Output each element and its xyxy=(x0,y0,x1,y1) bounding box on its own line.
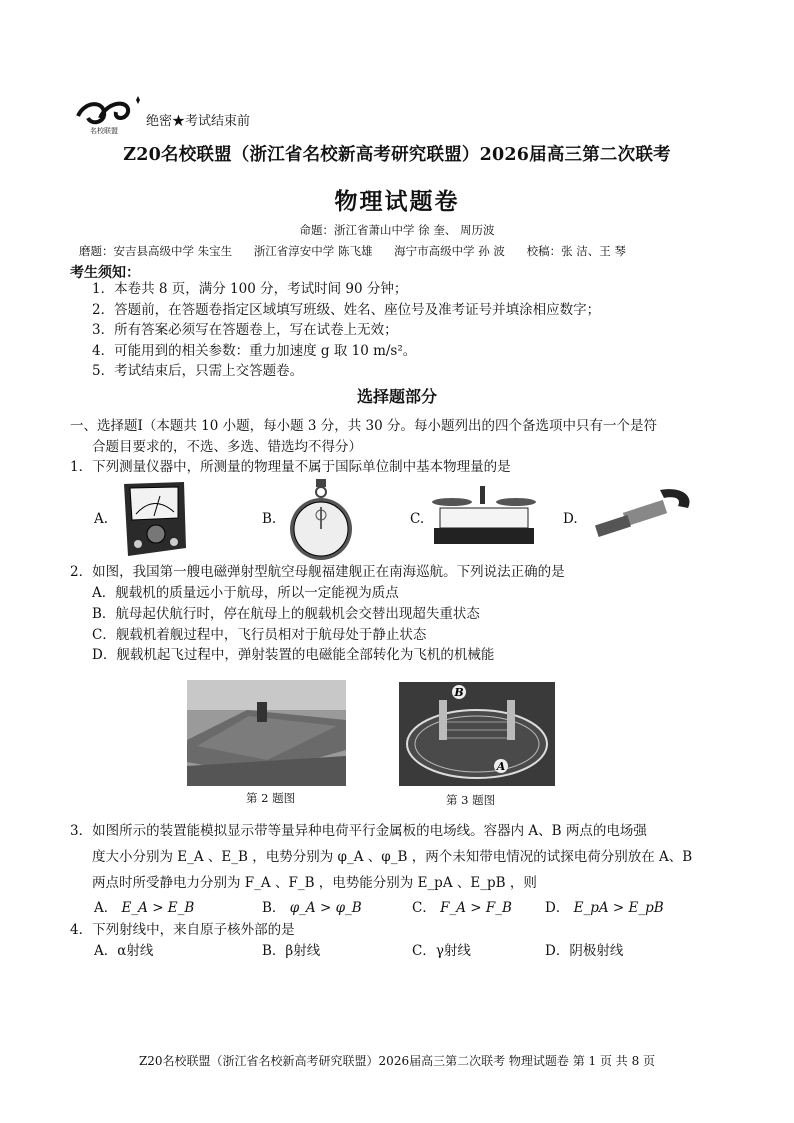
q3-option-label: A． xyxy=(94,900,118,916)
question-2-stem: 2．如图，我国第一艘电磁弹射型航空母舰福建舰正在南海巡航。下列说法正确的是 xyxy=(70,564,565,580)
notice-item: 3．所有答案必须写在答题卷上，写在试卷上无效； xyxy=(92,322,398,338)
q3-option-expr: φ_A > φ_B xyxy=(289,900,362,916)
q1-option-a: A. xyxy=(94,511,109,527)
q3-option-label: C． xyxy=(412,900,436,916)
q3-line: 两点时所受静电力分别为 F_A 、F_B ，电势能分别为 E_pA 、E_pB ，则 xyxy=(92,875,537,891)
q3-line: 3．如图所示的装置能模拟显示带等量异种电荷平行金属板的电场线。容器内 A、B 两点的电场强 xyxy=(70,823,647,839)
q2-options xyxy=(92,583,494,666)
electric-field-apparatus-photo xyxy=(399,682,555,786)
reviewer-3: 海宁市高级中学 孙 波 xyxy=(394,244,505,258)
aircraft-carrier-photo xyxy=(187,680,346,786)
q3-option-c xyxy=(412,896,512,916)
q3-line: 度大小分别为 E_A 、E_B ，电势分别为 φ_A 、φ_B ，两个未知带电情况的试探电荷分别放在 A、B xyxy=(92,849,693,865)
q1-option-c: C. xyxy=(410,511,425,527)
notice-item: 5．考试结束后，只需上交答题卷。 xyxy=(92,363,304,379)
question-1-stem: 1．下列测量仪器中，所测量的物理量不属于国际单位制中基本物理量的是 xyxy=(70,459,511,475)
q2-option-a: A．舰载机的质量远小于航母，所以一定能视为质点 xyxy=(92,585,399,601)
notice-list xyxy=(92,279,600,382)
q3-option-b xyxy=(262,896,362,916)
svg-text:名校联盟: 名校联盟 xyxy=(90,127,118,135)
author-line: 命题：浙江省萧山中学 徐 奎、 周历波 xyxy=(299,223,495,237)
question-3-stem xyxy=(70,818,730,896)
stopwatch-image xyxy=(286,479,356,563)
q3-option-expr: F_A > F_B xyxy=(440,900,512,916)
notice-item: 1．本卷共 8 页，满分 100 分，考试时间 90 分钟； xyxy=(92,281,408,297)
q3-option-label: B． xyxy=(262,900,286,916)
notice-item: 4．可能用到的相关参数：重力加速度 g 取 10 m/s²。 xyxy=(92,342,417,359)
paper-title: 物理试题卷 xyxy=(334,188,460,215)
part1-line: 合题目要求的，不选、多选、错选均不得分） xyxy=(92,438,362,455)
q3-figure-caption: 第 3 题图 xyxy=(446,793,496,807)
question-4-stem: 4．下列射线中，来自原子核外部的是 xyxy=(70,922,295,938)
section-title: 选择题部分 xyxy=(356,387,437,406)
q3-option-label: D． xyxy=(545,900,570,916)
part1-instructions xyxy=(70,416,730,458)
exam-title: Z20名校联盟（浙江省名校新高考研究联盟）2026届高三第二次联考 xyxy=(123,145,671,165)
q3-option-d xyxy=(545,896,664,916)
reviewer-4: 校稿：张 洁、王 琴 xyxy=(526,244,626,258)
secret-mark: 绝密★考试结束前 xyxy=(146,114,251,129)
part1-line: 一、选择题Ⅰ（本题共 10 小题，每小题 3 分，共 30 分。每小题列出的四个备选项中只有一个是符 xyxy=(70,418,658,434)
q1-option-d: D. xyxy=(563,511,578,527)
q4-option-c: C．γ射线 xyxy=(412,943,471,959)
point-b-label: B xyxy=(454,686,464,699)
q3-option-a xyxy=(94,896,194,916)
league-logo xyxy=(74,94,144,136)
q1-option-b: B. xyxy=(262,511,277,527)
q2-option-d: D．舰载机起飞过程中，弹射装置的电磁能全部转化为飞机的机械能 xyxy=(92,647,495,664)
micrometer-image xyxy=(590,486,700,546)
q2-option-c: C．舰载机着舰过程中，飞行员相对于航母处于静止状态 xyxy=(92,626,427,643)
q4-option-b: B．β射线 xyxy=(262,943,321,959)
q2-figure-caption: 第 2 题图 xyxy=(246,791,296,805)
page-footer: Z20名校联盟（浙江省名校新高考研究联盟）2026届高三第二次联考 物理试题卷 第 1 页 共 8 页 xyxy=(138,1054,656,1068)
q4-option-d: D．阴极射线 xyxy=(545,943,624,959)
reviewer-2: 浙江省淳安中学 陈飞雄 xyxy=(253,244,373,258)
q4-option-a: A．α射线 xyxy=(94,943,154,959)
reviewer-line xyxy=(79,243,754,259)
reviewer-1: 磨题：安吉县高级中学 朱宝生 xyxy=(79,244,233,258)
ammeter-image xyxy=(116,478,190,560)
q3-option-expr: E_A > E_B xyxy=(121,900,195,916)
point-a-label: A xyxy=(496,760,506,773)
notice-heading: 考生须知： xyxy=(70,265,140,281)
balance-scale-image xyxy=(430,486,538,548)
notice-item: 2．答题前，在答题卷指定区域填写班级、姓名、座位号及准考证号并填涂相应数字； xyxy=(92,301,601,318)
q2-option-b: B．航母起伏航行时，停在航母上的舰载机会交替出现超失重状态 xyxy=(92,605,480,622)
q3-option-expr: E_pA > E_pB xyxy=(573,900,664,916)
